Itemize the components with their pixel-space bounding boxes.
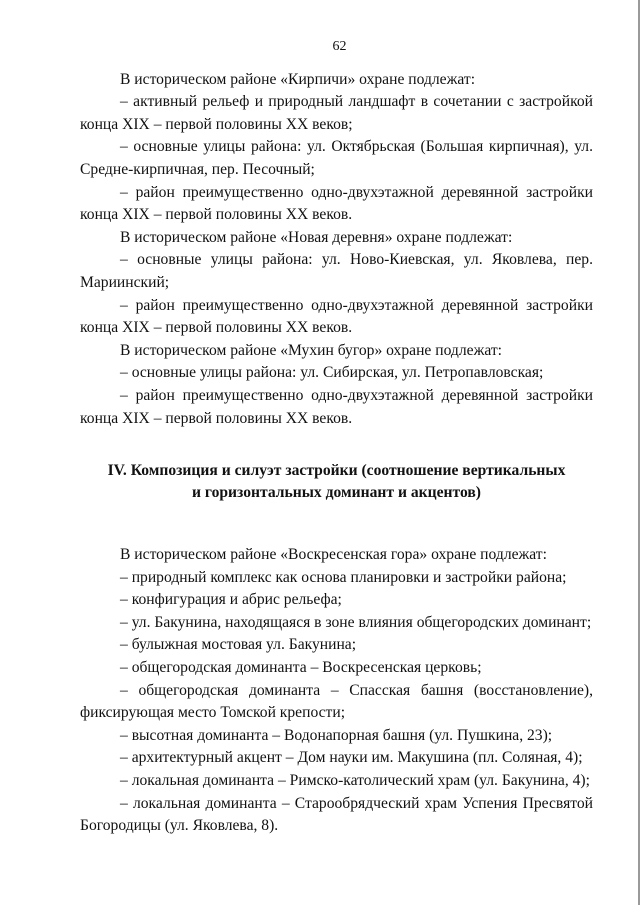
paragraph: – природный комплекс как основа планировки и застройки района;	[120, 568, 567, 586]
paragraph: – район преимущественно одно-двухэтажной деревянной застройки конца XIX – первой половины XX веков.	[80, 183, 593, 224]
paragraph: – высотная доминанта – Водонапорная башня (ул. Пушкина, 23);	[120, 726, 553, 744]
section-heading	[80, 460, 593, 504]
paragraph: – конфигурация и абрис рельефа;	[120, 591, 342, 609]
paragraph: – активный рельеф и природный ландшафт в сочетании с застройкой конца XIX – первой половины XX веков;	[80, 93, 593, 133]
section-composition	[80, 544, 593, 838]
section-heading-line-1: IV. Композиция и силуэт застройки (соотношение вертикальных	[107, 462, 566, 480]
section-historical-districts	[80, 69, 593, 431]
paragraph: – основные улицы района: ул. Ново-Киевская, ул. Яковлева, пер. Мариинский;	[80, 251, 593, 291]
paragraph: – район преимущественно одно-двухэтажной деревянной застройки конца XIX – первой половины XX веков.	[80, 386, 593, 427]
paragraph: – ул. Бакунина, находящаяся в зоне влияния общегородских доминант;	[120, 613, 592, 631]
section-heading-line-2: и горизонтальных доминант и акцентов)	[192, 484, 481, 502]
paragraph: – локальная доминанта – Римско-католический храм (ул. Бакунина, 4);	[120, 772, 590, 790]
paragraph: В историческом районе «Кирпичи» охране подлежат:	[120, 70, 476, 88]
paragraph: – локальная доминанта – Старообрядческий храм Успения Пресвятой Богородицы (ул. Яковлева, 8).	[80, 794, 593, 835]
paragraph: – булыжная мостовая ул. Бакунина;	[120, 636, 357, 654]
page-number: 62	[332, 39, 347, 54]
paragraph: – район преимущественно одно-двухэтажной деревянной застройки конца XIX – первой половины XX веков.	[80, 296, 593, 337]
paragraph: – общегородская доминанта – Воскресенская церковь;	[120, 659, 482, 677]
paragraph: – архитектурный акцент – Дом науки им. Макушина (пл. Соляная, 4);	[120, 749, 583, 767]
paragraph: – основные улицы района: ул. Октябрьская (Большая кирпичная), ул. Средне-кирпичная, пер. Песочный;	[80, 138, 593, 178]
paragraph: – основные улицы района: ул. Сибирская, ул. Петропавловская;	[120, 364, 544, 382]
paragraph: – общегородская доминанта – Спасская башня (восстановление), фиксирующая место Томской крепости;	[80, 681, 593, 722]
paragraph: В историческом районе «Мухин бугор» охране подлежат:	[120, 341, 503, 359]
document-page	[80, 36, 593, 838]
paragraph: В историческом районе «Воскресенская гора» охране подлежат:	[120, 546, 547, 564]
paragraph: В историческом районе «Новая деревня» охране подлежат:	[120, 228, 513, 246]
